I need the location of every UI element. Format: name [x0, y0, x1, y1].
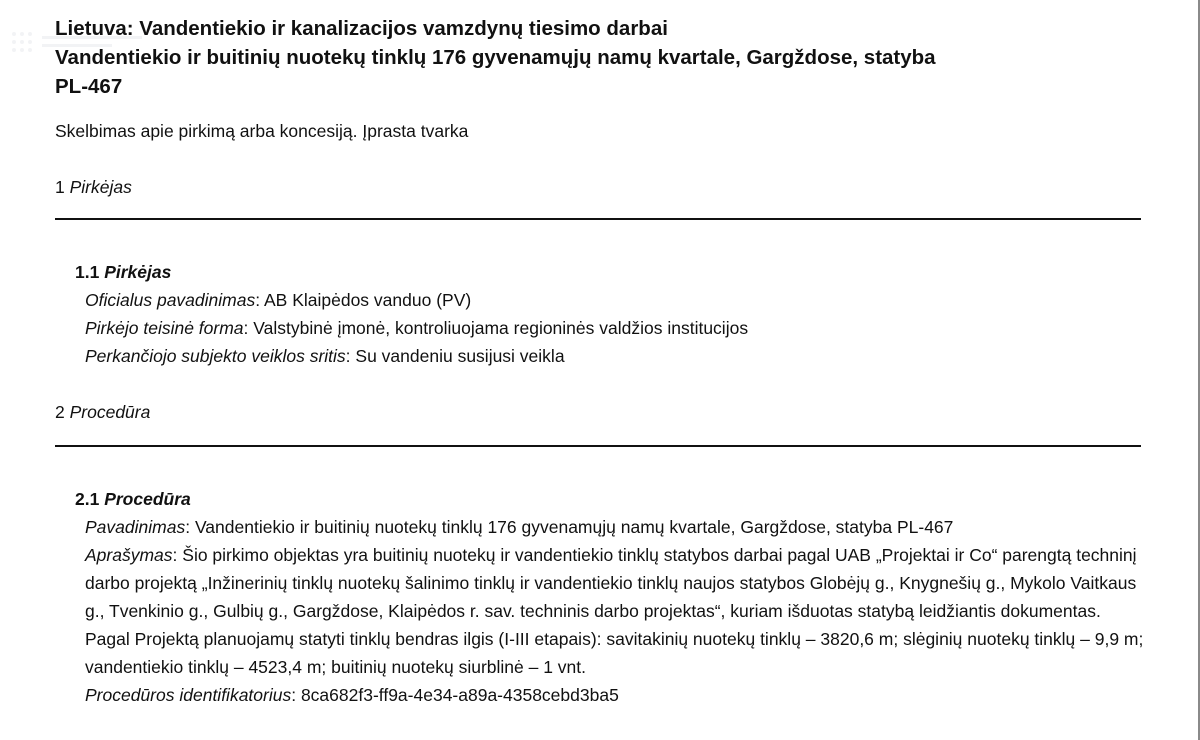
title-line-1: Lietuva: Vandentiekio ir kanalizacijos vamzdynų tiesimo darbai [55, 17, 668, 40]
section-title: Procedūra [69, 402, 151, 422]
field-value: Su vandeniu susijusi veikla [355, 346, 565, 366]
field-label: Pirkėjo teisinė forma [85, 318, 244, 338]
subsection-title: Procedūra [104, 489, 191, 509]
field-label: Perkančiojo subjekto veiklos sritis [85, 346, 346, 366]
title-line-2: Vandentiekio ir buitinių nuotekų tinklų 176 gyvenamųjų namų kvartale, Gargždose, statyba [55, 46, 936, 69]
notice-type: Skelbimas apie pirkimą arba koncesiją. Įprasta tvarka [55, 121, 469, 141]
subsection-heading [75, 485, 1145, 513]
section-divider [55, 445, 1141, 447]
section-number: 2 [55, 402, 65, 422]
field-description: Aprašymas: Šio pirkimo objektas yra buitinių nuotekų ir vandentiekio tinklų statybos darbai pagal UAB „Projektai ir Co“ parengtą techninį darbo projektą „Inžinerinių tinklų nuotekų šalinimo tinklų ir vandentiekio tinklų naujos statybos Globėjų g., Knygnešių g., Mykolo Vaitkaus g., Tvenkinio g., Gulbių g., Gargždose, Klaipėdos r. sav. techninis darbo projektas“, kuriam išduotas statybą leidžiantis dokumentas. Pagal Projektą planuojamų statyti tinklų bendras ilgis (I-III etapais): savitakinių nuotekų tinklų – 3820,6 m; slėginių nuotekų tinklų – 9,9 m; vandentiekio tinklų – 4523,4 m; buitinių nuotekų siurblinė – 1 vnt. [85, 545, 1144, 677]
section-heading-procedure [55, 400, 150, 424]
field-procedure-id: Procedūros identifikatorius: 8ca682f3-ff9a-4e34-a89a-4358cebd3ba5 [85, 685, 619, 705]
section-divider [55, 218, 1141, 220]
field-value: Šio pirkimo objektas yra buitinių nuotekų ir vandentiekio tinklų statybos darbai pagal UAB „Projektai ir Co“ parengtą techninį darbo projektą „Inžinerinių tinklų nuotekų šalinimo tinklų ir vandentiekio tinklų naujos statybos Globėjų g., Knygnešių g., Mykolo Vaitkaus g., Tvenkinio g., Gulbių g., Gargždose, Klaipėdos r. sav. techninis darbo projektas“, kuriam išduotas statybą leidžiantis dokumentas. Pagal Projektą planuojamų statyti tinklų bendras ilgis (I-III etapais): savitakinių nuotekų tinklų – 3820,6 m; slėginių nuotekų tinklų – 9,9 m; vandentiekio tinklų – 4523,4 m; buitinių nuotekų siurblinė – 1 vnt. [85, 545, 1144, 677]
subsection-procedure [75, 485, 1145, 709]
section-number: 1 [55, 177, 65, 197]
field-label: Procedūros identifikatorius [85, 685, 292, 705]
notice-title [55, 14, 1165, 101]
field-label: Oficialus pavadinimas [85, 290, 256, 310]
field-value: Vandentiekio ir buitinių nuotekų tinklų 176 gyvenamųjų namų kvartale, Gargždose, statyba PL-467 [194, 517, 954, 537]
subsection-heading [75, 258, 1145, 286]
field-value: AB Klaipėdos vanduo (PV) [263, 290, 472, 310]
field-legal-form: Pirkėjo teisinė forma: Valstybinė įmonė, kontroliuojama regioninės valdžios institucijos [85, 318, 749, 338]
field-procedure-name: Pavadinimas: Vandentiekio ir buitinių nuotekų tinklų 176 gyvenamųjų namų kvartale, Gargždose, statyba PL-467 [85, 517, 954, 537]
subsection-title: Pirkėjas [104, 262, 172, 282]
field-official-name: Oficialus pavadinimas: AB Klaipėdos vanduo (PV) [85, 290, 472, 310]
subsection-number: 1.1 [75, 262, 100, 282]
field-activity-area: Perkančiojo subjekto veiklos sritis: Su vandeniu susijusi veikla [85, 346, 565, 366]
field-value: 8ca682f3-ff9a-4e34-a89a-4358cebd3ba5 [300, 685, 619, 705]
section-heading-buyer [55, 175, 132, 199]
section-title: Pirkėjas [69, 177, 132, 197]
subsection-number: 2.1 [75, 489, 100, 509]
title-line-3: PL-467 [55, 75, 123, 98]
field-label: Pavadinimas [85, 517, 186, 537]
subsection-buyer [75, 258, 1145, 370]
field-label: Aprašymas [85, 545, 173, 565]
field-value: Valstybinė įmonė, kontroliuojama regioninės valdžios institucijos [253, 318, 749, 338]
